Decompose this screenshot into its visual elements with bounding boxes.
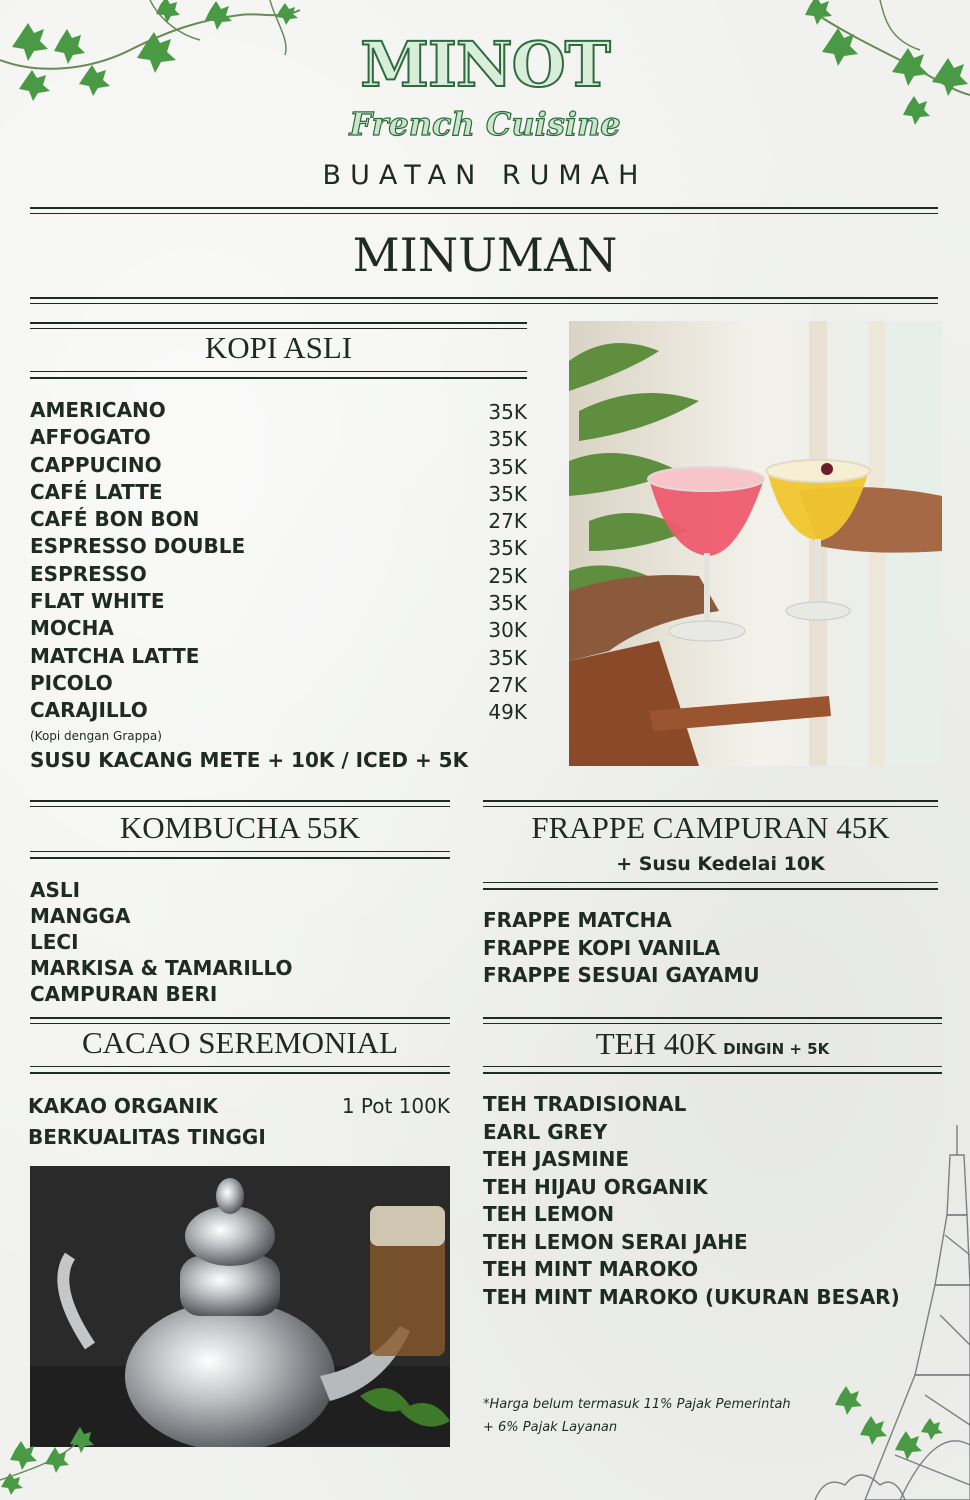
menu-item-name: ESPRESSO DOUBLE — [30, 534, 246, 559]
category-title-kopi-asli: KOPI ASLI — [204, 330, 353, 365]
divider — [483, 888, 938, 890]
menu-item-name: CAFÉ BON BON — [30, 507, 200, 532]
cacao-price: 1 Pot 100K — [341, 1094, 450, 1118]
menu-item-name: PICOLO — [30, 670, 113, 695]
divider — [30, 857, 450, 859]
menu-item-name: AMERICANO — [30, 398, 166, 422]
tax-footnote — [483, 1393, 791, 1439]
ivy-decoration-bottom-left — [0, 1420, 110, 1500]
menu-item-price: 35K — [488, 591, 527, 616]
divider — [483, 806, 938, 807]
menu-item-row — [30, 615, 527, 642]
divider — [30, 851, 450, 852]
divider — [30, 322, 527, 324]
menu-item-price: 49K — [488, 700, 527, 725]
tax-footnote-line1: *Harga belum termasuk 11% Pajak Pemerintah — [483, 1397, 791, 1412]
divider — [30, 371, 527, 372]
divider — [30, 303, 938, 304]
frappe-soy-note: + Susu Kedelai 10K — [616, 853, 825, 875]
menu-item-name: TEH MINT MAROKO (UKURAN BESAR) — [483, 1284, 900, 1309]
menu-item-name: ESPRESSO — [30, 561, 147, 586]
divider — [30, 800, 450, 802]
menu-item-row — [30, 533, 527, 560]
menu-item-name: AFFOGATO — [30, 425, 151, 450]
menu-item-name: TEH LEMON SERAI JAHE — [483, 1229, 748, 1254]
ivy-leaf-icon — [921, 1418, 943, 1440]
menu-item-price: 35K — [488, 400, 527, 424]
menu-item-name: CAFÉ LATTE — [30, 479, 163, 504]
menu-item-row — [30, 424, 527, 451]
teh-iced-note: DINGIN + 5K — [723, 1040, 830, 1058]
menu-item-price: 35K — [488, 481, 527, 506]
menu-item-row — [30, 479, 527, 506]
divider — [30, 328, 527, 329]
ivy-leaf-icon — [895, 1431, 922, 1460]
ivy-leaf-icon — [45, 1447, 69, 1473]
menu-item-name: MATCHA LATTE — [30, 643, 200, 668]
ivy-leaf-icon — [276, 3, 298, 25]
brand-logo: MINOT — [360, 28, 610, 101]
divider — [483, 1066, 942, 1067]
menu-item-name: CAPPUCINO — [30, 452, 162, 477]
kombucha-list — [30, 877, 293, 1007]
divider — [30, 806, 450, 807]
teapot-photo — [30, 1166, 450, 1447]
menu-item-price: 30K — [488, 618, 527, 643]
divider — [483, 1023, 942, 1024]
section-title-minuman: MINUMAN — [352, 228, 618, 282]
menu-item-name: LECI — [30, 930, 79, 954]
ivy-leaf-icon — [205, 1, 232, 30]
carajillo-note: (Kopi dengan Grappa) — [30, 729, 162, 743]
divider — [483, 1072, 942, 1074]
menu-item-name: FRAPPE SESUAI GAYAMU — [483, 963, 760, 987]
menu-item-name: FRAPPE KOPI VANILA — [483, 935, 721, 960]
ivy-leaf-icon — [1, 1473, 23, 1495]
menu-item-name: MOCHA — [30, 616, 114, 641]
category-title-kombucha: KOMBUCHA 55K — [119, 810, 361, 845]
menu-item-name: CAMPURAN BERI — [30, 982, 218, 1006]
menu-item-name: TEH TRADISIONAL — [483, 1092, 687, 1116]
cocktail-photo — [569, 321, 942, 766]
divider — [483, 1017, 942, 1019]
frappe-list — [483, 907, 760, 990]
menu-item-row — [30, 588, 527, 615]
menu-item-name: EARL GREY — [483, 1119, 608, 1144]
cacao-item-line1: KAKAO ORGANIK — [28, 1094, 218, 1118]
teh-title: TEH 40K — [595, 1026, 718, 1061]
menu-item-name: CARAJILLO — [30, 698, 148, 723]
menu-item-price: 35K — [488, 427, 527, 452]
divider — [30, 207, 938, 209]
category-title-frappe: FRAPPE CAMPURAN 45K — [531, 810, 890, 845]
divider — [30, 213, 938, 214]
menu-item-row — [30, 506, 527, 533]
ivy-leaf-icon — [10, 1441, 37, 1470]
divider — [30, 1066, 450, 1067]
divider — [30, 1017, 450, 1019]
menu-item-name: TEH JASMINE — [483, 1147, 630, 1171]
menu-item-name: FRAPPE MATCHA — [483, 908, 672, 932]
menu-item-name: MARKISA & TAMARILLO — [30, 956, 293, 980]
menu-item-price: 27K — [488, 672, 527, 697]
menu-item-price: 27K — [488, 509, 527, 534]
ivy-leaf-icon — [70, 1427, 94, 1453]
menu-item-name: TEH LEMON — [483, 1202, 615, 1226]
menu-item-row — [30, 670, 527, 697]
menu-item-row — [30, 452, 527, 479]
menu-item-price: 25K — [488, 563, 527, 588]
kopi-addon-note: SUSU KACANG METE + 10K / ICED + 5K — [30, 748, 469, 772]
menu-item-row — [30, 643, 527, 670]
divider — [483, 800, 938, 802]
cacao-item-line2: BERKUALITAS TINGGI — [28, 1125, 266, 1149]
menu-item-name: TEH HIJAU ORGANIK — [483, 1174, 708, 1199]
category-title-teh — [483, 1026, 942, 1062]
divider — [30, 297, 938, 299]
menu-item-price: 35K — [488, 645, 527, 670]
ivy-leaf-icon — [156, 0, 180, 23]
eiffel-tower-icon — [805, 1125, 970, 1500]
menu-item-name: TEH MINT MAROKO — [483, 1257, 699, 1281]
brand-tagline: French Cuisine — [349, 105, 621, 143]
menu-item-row — [30, 397, 527, 424]
menu-item-price: 35K — [488, 536, 527, 561]
menu-item-name: FLAT WHITE — [30, 589, 165, 614]
tax-footnote-line2: + 6% Pajak Layanan — [483, 1420, 618, 1435]
divider — [30, 1023, 450, 1024]
menu-item-row — [30, 561, 527, 588]
kopi-asli-list — [30, 397, 527, 725]
menu-item-price: 35K — [488, 454, 527, 479]
menu-item-name: ASLI — [30, 878, 81, 902]
menu-item-name: MANGGA — [30, 904, 131, 928]
ivy-leaf-icon — [860, 1416, 887, 1445]
divider — [30, 1072, 450, 1074]
menu-item-row — [30, 697, 527, 724]
category-title-cacao: CACAO SEREMONIAL — [81, 1025, 399, 1060]
brand-subtitle: BUATAN RUMAH — [322, 160, 648, 191]
divider — [483, 882, 938, 883]
ivy-leaf-icon — [835, 1386, 862, 1415]
divider — [30, 377, 527, 379]
